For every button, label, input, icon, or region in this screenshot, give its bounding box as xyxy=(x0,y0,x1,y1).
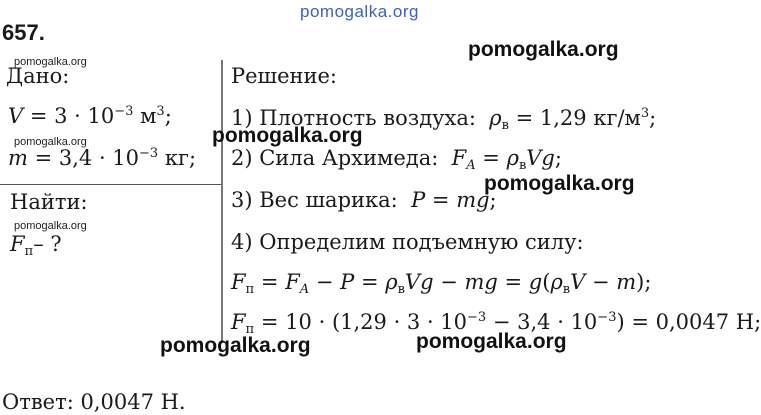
find-target: $F_п-$ ? xyxy=(10,232,62,259)
given-heading: Дано: xyxy=(6,64,70,88)
watermark-large: pomogalka.org xyxy=(468,38,619,61)
given-mass: $m = 3,4 \cdot 10^{-3}$ кг; xyxy=(8,146,197,170)
problem-number: 657. xyxy=(2,20,45,45)
watermark-large: pomogalka.org xyxy=(212,124,363,147)
given-volume: $V = 3 \cdot 10^{-3}$ $м^3$; xyxy=(8,104,172,128)
find-heading: Найти: xyxy=(10,190,88,214)
solution-step-2: 2) Сила Архимеда: $F_A = \rho_вVg$; xyxy=(231,146,562,173)
watermark-small: pomogalka.org xyxy=(14,136,87,148)
watermark-large: pomogalka.org xyxy=(416,330,567,353)
given-solution-divider xyxy=(221,60,223,343)
watermark-small: pomogalka.org xyxy=(14,56,87,68)
watermark-large: pomogalka.org xyxy=(484,172,635,195)
solution-heading: Решение: xyxy=(231,64,338,88)
solution-step-3: 3) Вес шарика: P = mg; xyxy=(231,188,497,212)
given-find-divider xyxy=(0,184,221,185)
solution-step-1: 1) Плотность воздуха: $\rho_в = 1,29$ $кг/м^3$; xyxy=(231,106,657,133)
solution-calculation: $F_п = 10 \cdot (1,29 \cdot 3 \cdot 10^{-3} - 3,4 \cdot 10^{-3}) = 0,0047$ Н; xyxy=(231,310,761,337)
watermark-large: pomogalka.org xyxy=(160,334,311,357)
answer: Ответ: 0,0047 Н. xyxy=(2,390,186,414)
solution-formula: $F_п = F_A - P = \rho_вVg$ − mg = $g(\rho_вV - m)$; xyxy=(231,270,652,297)
solution-step-4: 4) Определим подъемную силу: xyxy=(231,230,584,254)
watermark-small: pomogalka.org xyxy=(14,220,87,232)
site-label-top: pomogalka.org xyxy=(300,2,419,21)
